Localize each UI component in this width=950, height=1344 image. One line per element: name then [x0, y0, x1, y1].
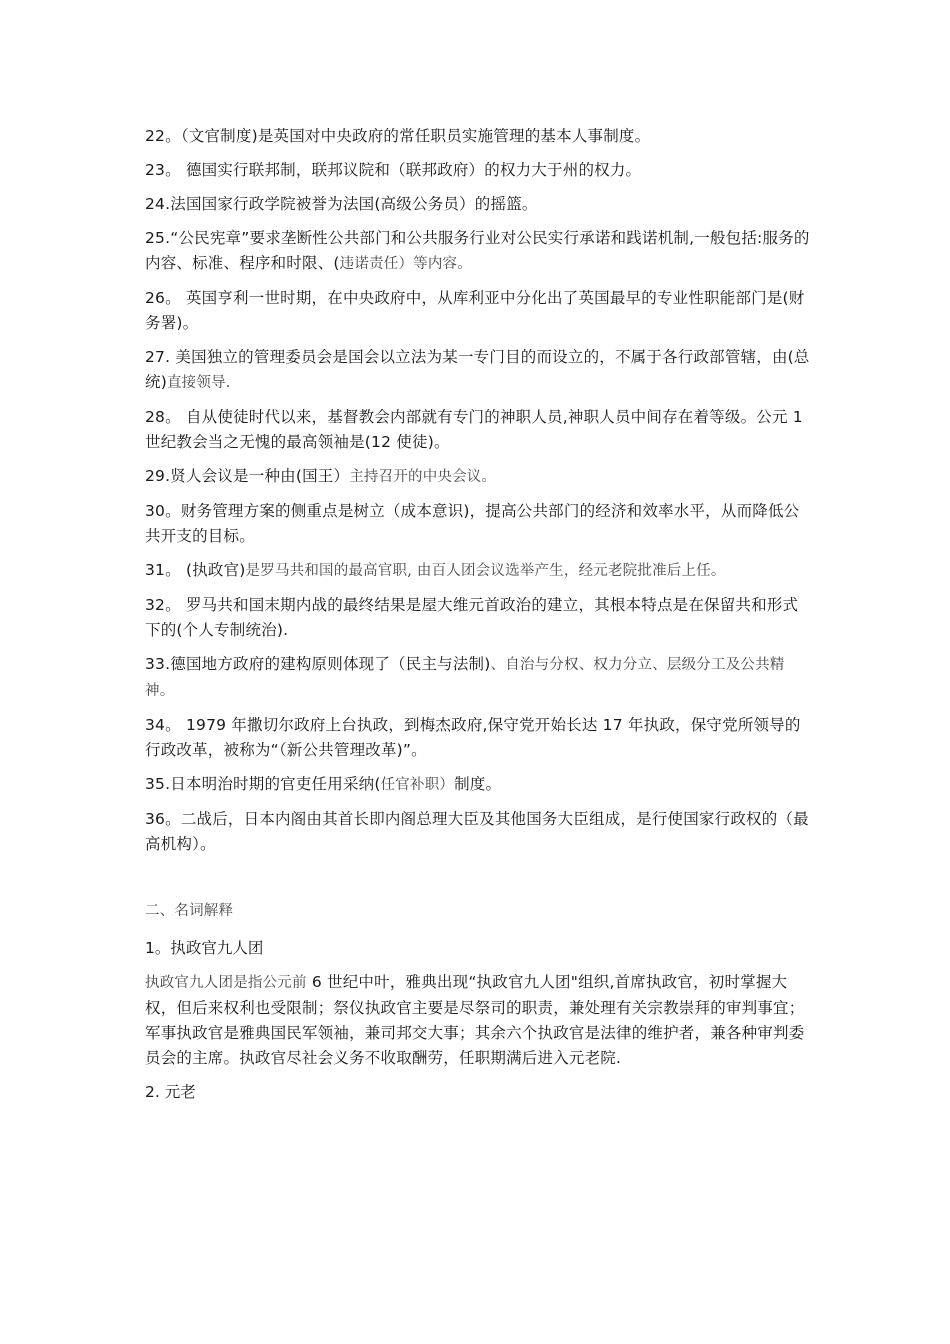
term-1-lead-text: 执政官九人团是指公元前: [145, 975, 307, 991]
item-24-text: 24.法国国家行政学院被誉为法国(高级公务员）的摇篮。: [145, 195, 538, 213]
item-27: [145, 345, 810, 396]
term-1-definition: [145, 970, 810, 1071]
item-32: [145, 593, 810, 643]
item-32-text: 32。 罗马共和国末期内战的最终结果是屋大维元首政治的建立，其根本特点是在保留共和形式下的(个人专制统治).: [145, 596, 799, 639]
item-25: [145, 226, 810, 277]
item-25-text: 25.“公民宪章”要求垄断性公共部门和公共服务行业对公民实行承诺和践诺机制,一般包括:服务的内容、标准、程序和时限、(: [145, 229, 810, 272]
item-28-text: 28。 自从使徒时代以来，基督教会内部就有专门的神职人员,神职人员中间存在着等级。公元 1 世纪教会当之无愧的最高领袖是(12 使徒)。: [145, 408, 803, 451]
term-1-title: 1。执政官九人团: [145, 939, 264, 957]
item-23-text: 23。 德国实行联邦制，联邦议院和（联邦政府）的权力大于州的权力。: [145, 161, 642, 179]
item-35-text: 35.日本明治时期的官吏任用采纳(: [145, 775, 381, 793]
item-24: [145, 192, 810, 217]
section-heading-terms: 二、名词解释: [145, 903, 234, 919]
item-31-text: 31。 (执政官): [145, 561, 246, 579]
item-29-text: 29.贤人会议是一种由(国王）: [145, 467, 350, 485]
item-36: [145, 807, 810, 857]
item-35-tail-text: 制度。: [454, 775, 502, 793]
item-29: [145, 464, 810, 490]
document-content: [145, 124, 810, 1114]
item-34: [145, 713, 810, 763]
term-2-title: 2. 元老: [145, 1083, 196, 1101]
item-22-text: 22。（文官制度)是英国对中央政府的常任职员实施管理的基本人事制度。: [145, 127, 651, 145]
term-1-body-text: 6 世纪中叶，雅典出现“执政官九人团"组织,首席执政官，初时掌握大权，但后来权利也受限制；祭仪执政官主要是尽祭司的职责，兼处理有关宗教崇拜的审判事宜；军事执政官是雅典国民军领袖，兼司邦交大事；其余六个执政官是法律的维护者，兼各种审判委员会的主席。执政官尽社会义务不收取酬劳，任职期满后进入元老院.: [145, 973, 805, 1067]
item-30: [145, 499, 810, 549]
item-33-serif-text: 、自治与分权、权力分立、层级分工及公共精神。: [145, 657, 785, 699]
item-29-serif-text: 主持召开的中央会议。: [349, 469, 497, 485]
item-36-text: 36。二战后，日本内阁由其首长即内阁总理大臣及其他国务大臣组成，是行使国家行政权的（最高机构）。: [145, 810, 809, 853]
item-22: [145, 124, 810, 149]
item-33-text: 33.德国地方政府的建构原则体现了（民主与法制): [145, 655, 491, 673]
item-26: [145, 286, 810, 336]
item-30-text: 30。财务管理方案的侧重点是树立（成本意识)，提高公共部门的经济和效率水平，从而降低公共开支的目标。: [145, 502, 800, 545]
item-34-text: 34。 1979 年撒切尔政府上台执政，到梅杰政府,保守党开始长达 17 年执政，保守党所领导的行政改革，被称为“（新公共管理改革)”。: [145, 716, 801, 759]
item-35-serif-text: 任官补职）: [380, 777, 455, 793]
item-28: [145, 405, 810, 455]
item-33: [145, 652, 810, 704]
item-26-text: 26。 英国亨利一世时期，在中央政府中，从库利亚中分化出了英国最早的专业性职能部门是(财务署)。: [145, 289, 805, 332]
item-23: [145, 158, 810, 183]
item-31-serif-text: 是罗马共和国的最高官职, 由百人团会议选举产生，经元老院批准后上任。: [245, 563, 726, 579]
item-25-serif-text: 违诺责任）等内容。: [339, 256, 472, 272]
item-27-text: 27. 美国独立的管理委员会是国会以立法为某一专门目的而设立的，不属于各行政部管辖，由(总统): [145, 348, 810, 391]
item-35: [145, 772, 810, 798]
item-27-serif-text: 直接领导.: [166, 375, 231, 391]
item-31: [145, 558, 810, 584]
